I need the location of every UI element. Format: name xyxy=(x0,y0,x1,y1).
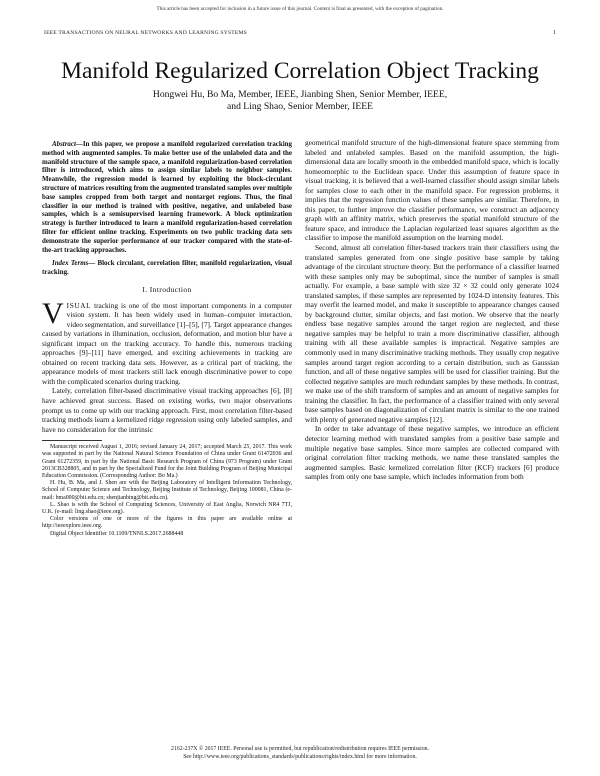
footnote-affiliation-bit: H. Hu, B. Ma, and J. Shen are with the Beijing Laboratory of Intelligent Information Technology, School of Computer Science and Technology, Beijing Institute of Technology, Beijing 100081, China (e-mail: bma000@bit.edu.cn; shenjianbing@bit.edu.cn). xyxy=(42,480,292,501)
footnote-color-versions: Color versions of one or more of the figures in this paper are available online at http://ieeexplore.ieee.org. xyxy=(42,516,292,530)
author-list xyxy=(150,89,450,114)
intro-paragraph-2: Lately, correlation filter-based discriminative visual tracking approaches [6], [8] have achieved great success. Based on existing works, two major observations prompt us to come up with our tracking approach. First, most correlation filter-based tracking methods learn a kernelized ridge regression using only labeled samples, and have no consideration for the intrinsic xyxy=(42,386,292,434)
abstract-label: Abstract— xyxy=(52,140,83,148)
right-column xyxy=(305,138,559,482)
acceptance-notice: This article has been accepted for inclusion in a future issue of this journal. Content is final as presented, with the exception of pagination. xyxy=(156,6,444,12)
paper-title: Manifold Regularized Correlation Object Tracking xyxy=(61,58,539,84)
right-paragraph-2: Second, almost all correlation filter-based trackers train their classifiers using the translated samples generated from one single positive base sample by taking advantage of the circulant structure theory. But the performance of a classifier learned with these samples only may be suboptimal, since the number of samples is small actually. For example, a base sample with size 32 × 32 could only generate 1024 translated samples, if these samples are represented by 1024-D intensity features. This may overfit the learned model, and make it susceptible to appearance changes caused by background clutter, similar objects, and fast motion. We observe that the nearly endless base negative samples around the target region are neglected, and these negative samples may be helpful to train a more discriminative classifier, although training with all these available samples is impractical. Negative samples are commonly used in many discriminative tracking methods. They usually crop negative samples around target region according to a certain distribution, such as Gaussian function, and all of these negative samples will be used for classifier training. But the collected negative samples are much redundant samples by these methods. In contrast, we make use of the shift transform of samples and an amount of negative samples for training the classifier. In fact, the performance of a classifier trained with only several base samples based on diagonalization of circulant matrix is similar to the one trained with plenty of generated negative samples [12]. xyxy=(305,243,559,424)
drop-cap: V xyxy=(42,296,64,330)
right-paragraph-3: In order to take advantage of these negative samples, we introduce an efficient detector learning method with translated samples from a positive base sample and multiple negative base samples. Since more samples are collected compared with original correlation filter tracking methods, we name these translated samples the augmented samples. Basic kernelized correlation filter (KCF) trackers [6] produce samples from only one base sample, which includes information from both xyxy=(305,424,559,482)
intro-first-word: ISUAL xyxy=(66,300,92,310)
abstract-text: In this paper, we propose a manifold regularized correlation tracking method with augmented samples. To make better use of the unlabeled data and the manifold structure of the sample space, a manifold regularization-based correlation filter is introduced, which aims to assign similar labels to neighbor samples. Meanwhile, the regression model is learned by exploiting the block-circulant structure of matrices resulting from the augmented translated samples over multiple base samples cropped from both target and nontarget regions. Thus, the final classifier in our method is trained with positive, negative, and unlabeled base samples, which is a semisupervised learning framework. A block optimization strategy is further introduced to learn a manifold regularization-based correlation filter for efficient online tracking. Experiments on two public tracking data sets demonstrate the superior performance of our tracker compared with the state-of-the-art tracking approaches. xyxy=(42,140,292,254)
footnote-doi: Digital Object Identifier 10.1109/TNNLS.2017.2688448 xyxy=(50,530,184,537)
footnote-rule xyxy=(42,440,102,441)
index-terms-text: Block circulant, correlation filter, manifold regularization, visual tracking. xyxy=(42,259,292,277)
abstract xyxy=(42,140,292,254)
copyright-line: 2162-237X © 2017 IEEE. Personal use is permitted, but republication/redistribution requires IEEE permission. xyxy=(171,746,429,752)
footnote-affiliation-uea: L. Shao is with the School of Computing Sciences, University of East Anglia, Norwich NR4 7TJ, U.K. (e-mail: ling.shao@ieee.org). xyxy=(42,501,292,515)
page-number: 1 xyxy=(553,30,556,36)
left-column xyxy=(42,140,292,538)
footnote-manuscript: Manuscript received August 1, 2016; revised January 24, 2017; accepted March 25, 2017. This work was supported in part by the National Natural Science Foundation of China under Grant 61472036 and Grant 61272359, in part by the National Basic Research Program of China (973 Program) under Grant 2013CB328805, and in part by the Specialized Fund for the Joint Building Program of Beijing Municipal Education Commission. (Corresponding Author: Bo Ma.) xyxy=(42,444,292,479)
intro-paragraph-1 xyxy=(42,296,292,387)
intro-paragraph-1-text: tracking is one of the most important components in a computer vision system. It has been widely used in human–computer interaction, video segmentation, and surveillance [1]–[5], [7]. Target appearance changes caused by variations in illumination, occlusion, deformation, and motion blur have a significant impact on the tracking accuracy. To handle this, numerous tracking approaches [9]–[11] have emerged, and exciting achievements in tracking are obtained on recent tracking data sets. However, as a critical part of tracking, the appearance models of most trackers still lack enough discriminative power to cope with the complicated scenarios during tracking. xyxy=(42,300,292,386)
rights-link-line: See http://www.ieee.org/publications_standards/publications/rights/index.html for more information. xyxy=(183,754,417,760)
section-heading-introduction: I. Introduction xyxy=(142,284,192,294)
index-terms-label: Index Terms— xyxy=(52,259,96,268)
copyright-footer xyxy=(0,745,600,761)
author-line-1: Hongwei Hu, Bo Ma, Member, IEEE, Jianbing Shen, Senior Member, IEEE, xyxy=(152,89,448,100)
index-terms xyxy=(42,259,292,277)
journal-name: IEEE TRANSACTIONS ON NEURAL NETWORKS AND LEARNING SYSTEMS xyxy=(44,30,247,36)
author-line-2: and Ling Shao, Senior Member, IEEE xyxy=(227,101,373,113)
right-paragraph-1: geometrical manifold structure of the high-dimensional feature space stemming from labeled and unlabeled samples. Based on the manifold assumption, the high-dimensional data are locally smooth in the embedded manifold space, which is locally homeomorphic to the Euclidean space. Under this assumption of feature space in visual tracking, it is believed that a well-learned classifier should assign similar labels for samples close to each other in the manifold space. For regression problems, it implies that the regression function values of these samples are similar. Therefore, in this paper, to further improve the classifier performance, we construct an adjacency graph with an affinity matrix, which preserves the spatial manifold structure of the feature space, and introduce the Laplacian regularized least squares algorithm as the classifier to impose the manifold assumption on the learning model. xyxy=(305,138,559,243)
